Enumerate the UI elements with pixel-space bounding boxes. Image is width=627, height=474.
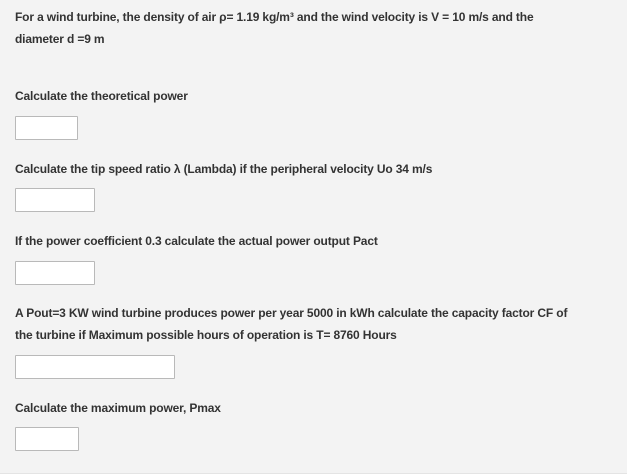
intro-line-2: diameter d =9 m: [15, 32, 105, 46]
capacity-factor-input[interactable]: [15, 355, 175, 379]
question-intro: [15, 6, 615, 50]
theoretical-power-input[interactable]: [15, 116, 78, 140]
tip-speed-ratio-input[interactable]: [15, 188, 95, 212]
actual-power-input[interactable]: [15, 261, 95, 285]
question-4-line-1: A Pout=3 KW wind turbine produces power per year 5000 in kWh calculate the capacity factor CF of: [15, 306, 568, 320]
question-4-line-2: the turbine if Maximum possible hours of operation is T= 8760 Hours: [15, 328, 397, 342]
maximum-power-input[interactable]: [15, 427, 79, 451]
question-1-label: Calculate the theoretical power: [15, 89, 188, 103]
question-5-label: Calculate the maximum power, Pmax: [15, 401, 221, 415]
question-4-label: [15, 302, 615, 346]
question-3-label: If the power coefficient 0.3 calculate the actual power output Pact: [15, 234, 378, 248]
question-2-label: Calculate the tip speed ratio λ (Lambda) if the peripheral velocity Uo 34 m/s: [15, 162, 433, 176]
intro-line-1: For a wind turbine, the density of air ρ= 1.19 kg/m³ and the wind velocity is V = 10 m/s and the: [15, 10, 534, 24]
